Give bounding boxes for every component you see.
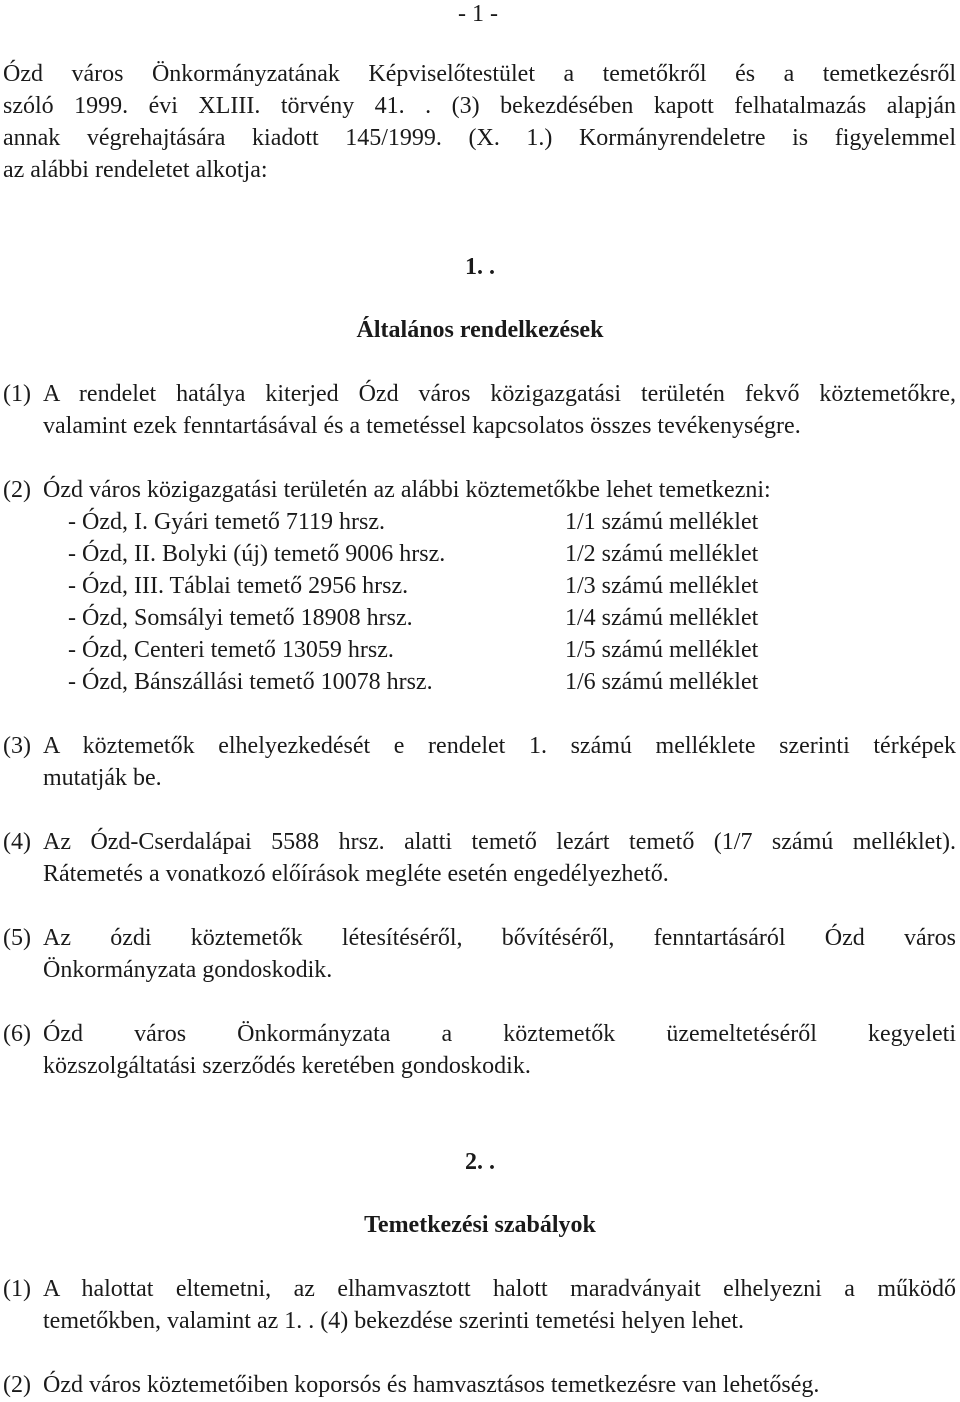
cemetery-ref-5: 1/5 számú melléklet	[565, 637, 759, 663]
s1-p5-number: (5)	[3, 925, 31, 951]
cemetery-item-4: - Ózd, Somsályi temető 18908 hrsz.	[68, 605, 413, 631]
s1-p1-line-2: valamint ezek fenntartásával és a temetéssel kapcsolatos összes tevékenységre.	[43, 413, 801, 439]
s1-p6-number: (6)	[3, 1021, 31, 1047]
s1-p3-line-1: A köztemetők elhelyezkedését e rendelet 1. számú melléklete szerinti térképek	[43, 733, 956, 759]
s1-p2-intro: Ózd város közigazgatási területén az alábbi köztemetőkbe lehet temetkezni:	[43, 477, 771, 503]
s2-p1-line-1: A halottat eltemetni, az elhamvasztott halott maradványait elhelyezni a működő	[43, 1276, 956, 1302]
cemetery-ref-6: 1/6 számú melléklet	[565, 669, 759, 695]
cemetery-item-3: - Ózd, III. Táblai temető 2956 hrsz.	[68, 573, 409, 599]
preamble-line-3: annak végrehajtására kiadott 145/1999. (X. 1.) Kormányrendeletre is figyelemmel	[3, 125, 956, 151]
s1-p6-line-1: Ózd város Önkormányzata a köztemetők üzemeltetéséről kegyeleti	[43, 1021, 956, 1047]
cemetery-item-6: - Ózd, Bánszállási temető 10078 hrsz.	[68, 669, 433, 695]
cemetery-ref-2: 1/2 számú melléklet	[565, 541, 759, 567]
s1-p4-line-1: Az Ózd-Cserdalápai 5588 hrsz. alatti temető lezárt temető (1/7 számú melléklet).	[43, 829, 956, 855]
preamble-line-1: Ózd város Önkormányzatának Képviselőtestület a temetőkről és a temetkezésről	[3, 61, 956, 87]
section-2-title: Temetkezési szabályok	[364, 1212, 596, 1238]
page-number: - 1 -	[458, 1, 498, 27]
s1-p5-line-1: Az ózdi köztemetők létesítéséről, bővítéséről, fenntartásáról Ózd város	[43, 925, 956, 951]
s1-p4-number: (4)	[3, 829, 31, 855]
cemetery-item-5: - Ózd, Centeri temető 13059 hrsz.	[68, 637, 394, 663]
preamble-line-2: szóló 1999. évi XLIII. törvény 41. . (3) bekezdésében kapott felhatalmazás alapján	[3, 93, 956, 119]
cemetery-ref-3: 1/3 számú melléklet	[565, 573, 759, 599]
s1-p1-number: (1)	[3, 381, 31, 407]
s2-p1-number: (1)	[3, 1276, 31, 1302]
s1-p4-line-2: Rátemetés a vonatkozó előírások megléte esetén engedélyezhető.	[43, 861, 669, 887]
s1-p5-line-2: Önkormányzata gondoskodik.	[43, 957, 333, 983]
cemetery-ref-4: 1/4 számú melléklet	[565, 605, 759, 631]
s1-p2-number: (2)	[3, 477, 31, 503]
s2-p2-number: (2)	[3, 1372, 31, 1398]
cemetery-ref-1: 1/1 számú melléklet	[565, 509, 759, 535]
s1-p3-line-2: mutatják be.	[43, 765, 162, 791]
section-1-title: Általános rendelkezések	[356, 317, 604, 343]
section-2-number: 2. .	[465, 1149, 495, 1175]
s1-p1-line-1: A rendelet hatálya kiterjed Ózd város közigazgatási területén fekvő köztemetőkre,	[43, 381, 956, 407]
s2-p1-line-2: temetőkben, valamint az 1. . (4) bekezdése szerinti temetési helyen lehet.	[43, 1308, 745, 1334]
section-1-number: 1. .	[465, 254, 495, 280]
preamble-line-4: az alábbi rendeletet alkotja:	[3, 157, 268, 183]
cemetery-item-2: - Ózd, II. Bolyki (új) temető 9006 hrsz.	[68, 541, 446, 567]
s2-p2-line-1: Ózd város köztemetőiben koporsós és hamvasztásos temetkezésre van lehetőség.	[43, 1372, 820, 1398]
s1-p3-number: (3)	[3, 733, 31, 759]
s1-p6-line-2: közszolgáltatási szerződés keretében gondoskodik.	[43, 1053, 531, 1079]
cemetery-item-1: - Ózd, I. Gyári temető 7119 hrsz.	[68, 509, 386, 535]
